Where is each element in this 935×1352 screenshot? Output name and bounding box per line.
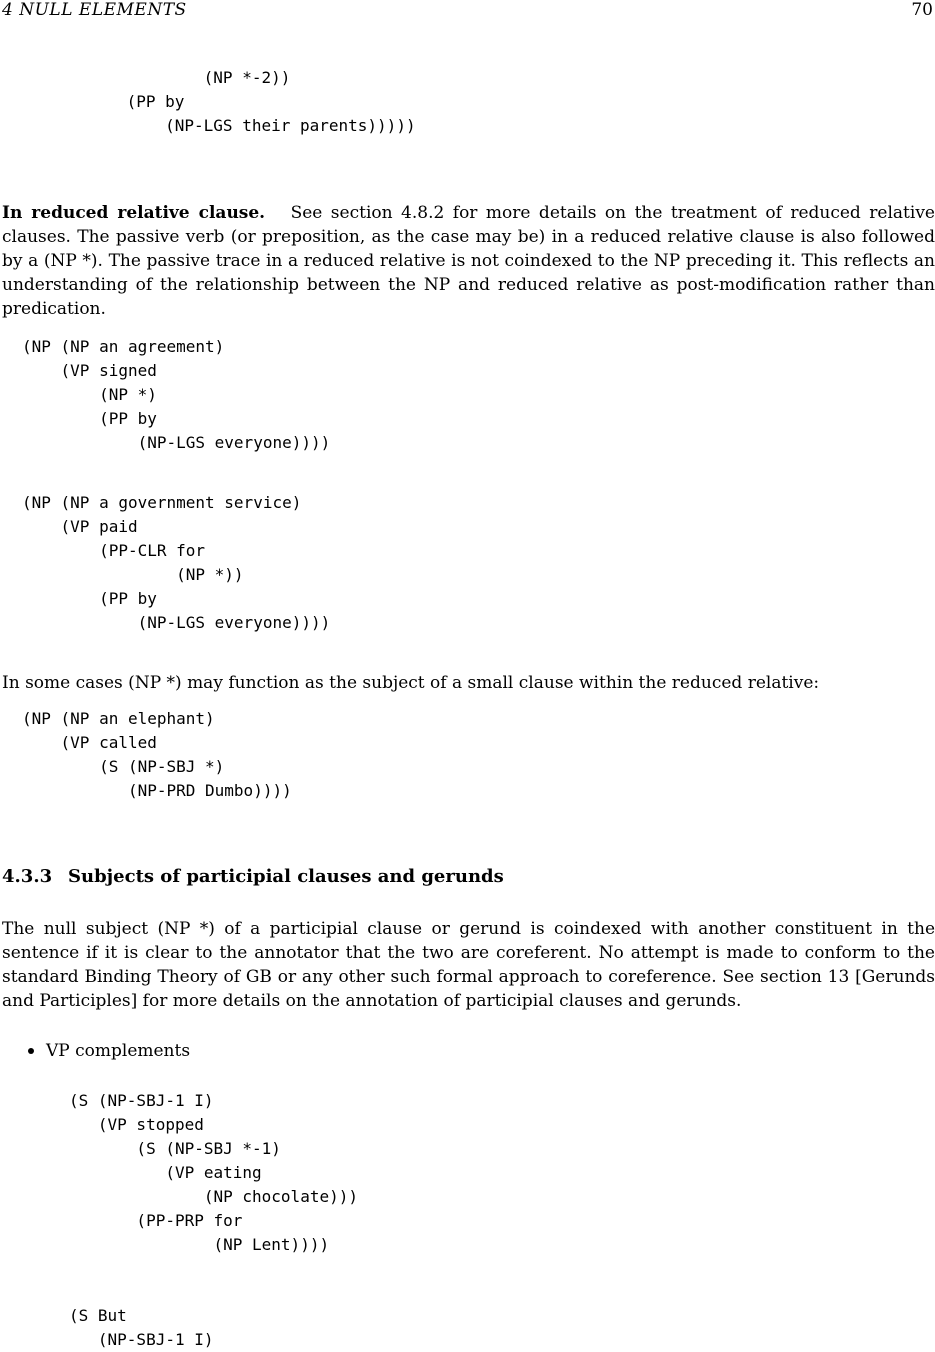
code-line: (PP by xyxy=(99,409,157,428)
bullet-label: VP complements xyxy=(46,1041,191,1061)
section-paragraph: The null subject (NP *) of a participial clause or gerund is coindexed with another constituent in the sentence if it is clear to the annotator that the two are coreferent. No attempt is made to conform to the standard Binding Theory of GB or any other such formal approach to coreference. See section 13 [Gerunds and Participles] for more details on the annotation of participial clauses and gerunds. xyxy=(2,919,935,1011)
reduced-relative-paragraph xyxy=(2,201,935,321)
code-line: (S (NP-SBJ *) xyxy=(99,757,225,776)
bullet-item xyxy=(28,1041,190,1061)
code-line: (NP *-2)) xyxy=(203,68,291,87)
code-line: (NP-LGS everyone)))) xyxy=(22,613,331,632)
code-block-but xyxy=(69,1304,214,1352)
code-line: (PP-PRP for xyxy=(136,1211,243,1230)
code-line: (VP signed xyxy=(60,361,157,380)
code-line: (NP *) xyxy=(99,385,157,404)
code-line: (NP (NP an elephant) xyxy=(22,709,215,728)
code-line: (VP eating xyxy=(165,1163,262,1182)
section-title: Subjects of participial clauses and gerunds xyxy=(68,866,504,887)
code-line: (NP (NP an agreement) xyxy=(22,337,225,356)
bullet-icon xyxy=(28,1048,34,1054)
code-line: (PP by xyxy=(99,589,157,608)
code-line: (NP Lent)))) xyxy=(69,1235,330,1254)
code-block-elephant xyxy=(22,707,292,803)
page-number: 70 xyxy=(911,0,933,20)
running-head: 4 NULL ELEMENTS xyxy=(2,0,187,20)
small-clause-intro: In some cases (NP *) may function as the subject of a small clause within the reduced relative: xyxy=(2,673,820,693)
code-block-stopped-eating xyxy=(69,1089,358,1257)
code-line: (S But xyxy=(69,1306,127,1325)
code-line: (S (NP-SBJ *-1) xyxy=(136,1139,281,1158)
code-line: (PP-CLR for xyxy=(99,541,206,560)
code-line: (NP *)) xyxy=(176,565,244,584)
section-number: 4.3.3 xyxy=(2,866,53,887)
code-line: (PP by xyxy=(126,92,185,111)
code-line: (VP paid xyxy=(60,517,138,536)
reduced-relative-lead: In reduced relative clause. xyxy=(2,203,266,223)
code-line: (NP-PRD Dumbo)))) xyxy=(22,781,292,800)
code-block-passive-tail xyxy=(11,66,416,138)
code-line: (NP chocolate))) xyxy=(203,1187,358,1206)
code-line: (NP-LGS everyone)))) xyxy=(22,433,331,452)
code-line: (VP stopped xyxy=(97,1115,204,1134)
page-header xyxy=(0,0,935,22)
code-block-agreement xyxy=(22,335,330,455)
code-line: (NP-SBJ-1 I) xyxy=(69,1330,214,1349)
code-line: (NP (NP a government service) xyxy=(22,493,302,512)
code-line: (S (NP-SBJ-1 I) xyxy=(69,1091,214,1110)
code-line: (NP-LGS their parents))))) xyxy=(11,116,416,135)
code-block-government-service xyxy=(22,491,330,635)
reduced-relative-body: See section 4.8.2 for more details on the treatment of reduced relative clauses. The passive verb (or preposition, as the case may be) in a reduced relative clause is also followed by a (NP *). The passive trace in a reduced relative is not coindexed to the NP preceding it. This reflects an understanding of the relationship between the NP and reduced relative as post-modification rather than predication. xyxy=(2,203,935,319)
code-line: (VP called xyxy=(60,733,157,752)
section-heading xyxy=(2,866,504,887)
